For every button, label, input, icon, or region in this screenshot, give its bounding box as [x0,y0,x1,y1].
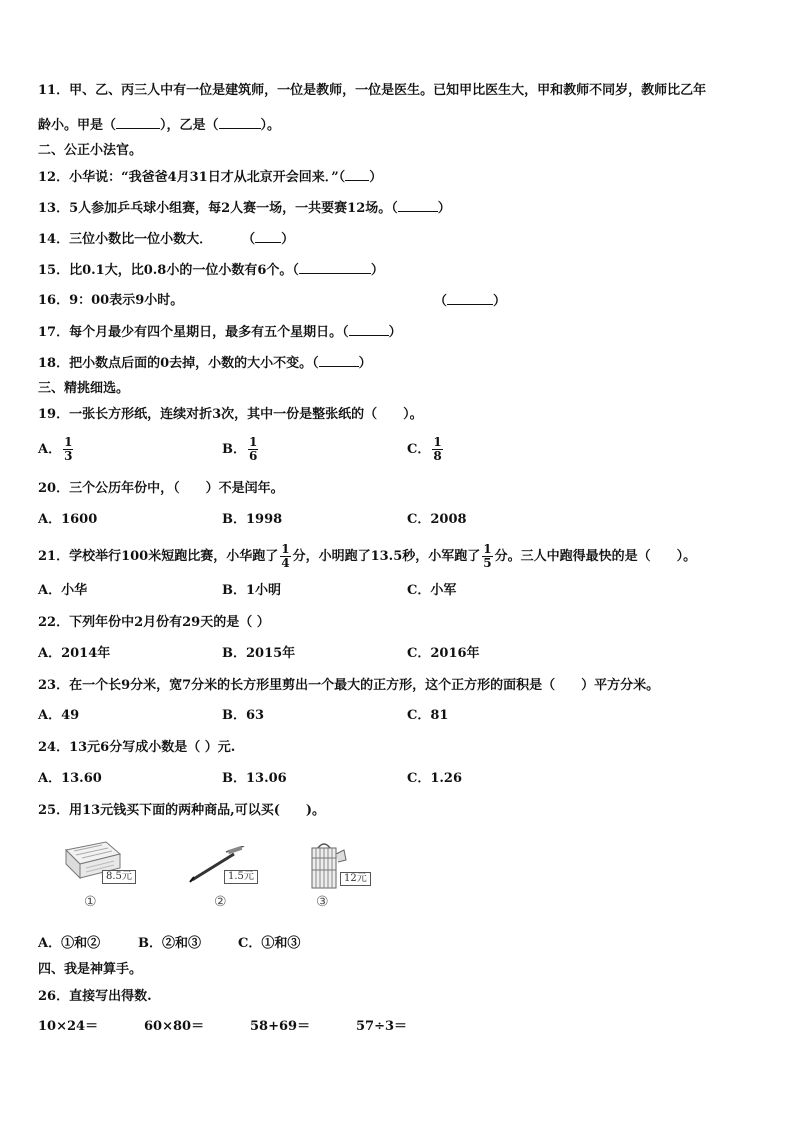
question-text: 21．学校举行100米短跑比赛，小华跑了 [38,549,279,564]
option-b[interactable]: B．13.06 [222,771,287,786]
fraction [63,436,73,463]
option-b[interactable]: B．1小明 [222,583,282,598]
question-13 [38,199,451,218]
section-2-heading [38,142,142,160]
question-15 [38,261,384,280]
goods-number: ③ [316,894,329,910]
calc-item[interactable]: 57÷3＝ [356,1019,408,1034]
fraction [432,436,442,463]
section-4-heading [38,961,142,979]
answer-blank[interactable] [116,116,160,129]
numerator: 1 [64,435,73,449]
answer-blank[interactable] [219,116,261,129]
question-text: 14．三位小数比一位小数大． [38,232,213,247]
question-text: 19．一张长方形纸，连续对折3次，其中一份是整张纸的（ ）。 [38,407,423,422]
question-14 [38,230,294,249]
question-21 [38,543,696,570]
question-text: ），乙是（ [160,118,219,133]
price-tag: 8.5元 [102,870,136,884]
option-label: C． [407,442,431,457]
calc-item[interactable]: 10×24＝ [38,1019,99,1034]
numerator: 1 [433,435,442,449]
question-22 [38,614,270,632]
question-text: 12．小华说：“我爸爸4月31日才从北京开会回来．”（ [38,170,346,185]
question-23 [38,677,659,695]
fraction [248,436,258,463]
question-text: ） [369,170,383,185]
numerator: 1 [249,435,258,449]
question-text: ） [370,263,384,278]
option-a[interactable]: A．①和② [38,936,101,951]
denominator: 6 [249,449,258,463]
calc-item[interactable]: 60×80＝ [144,1019,205,1034]
section-title: 三、精挑细选。 [38,381,130,396]
option-label: B． [222,442,246,457]
question-text: ） [493,294,507,309]
question-text: 分。三人中跑得最快的是（ ）。 [494,549,697,564]
option-c[interactable] [407,436,445,463]
question-text: 17．每个月最少有四个星期日，最多有五个星期日。（ [38,325,349,340]
calc-item[interactable]: 58+69＝ [250,1019,311,1034]
question-18 [38,354,372,373]
option-c[interactable]: C．小军 [407,583,457,598]
numerator: 1 [483,542,492,556]
question-text: ）。 [260,118,281,133]
option-a[interactable]: A．1600 [38,512,98,527]
fraction [280,543,290,570]
option-b[interactable]: B．②和③ [138,936,201,951]
option-b[interactable]: B．2015年 [222,646,296,661]
denominator: 4 [281,556,290,570]
question-text: 24．13元6分写成小数是（ ）元. [38,740,236,755]
fraction [482,543,492,570]
price-tag: 1.5元 [224,870,258,884]
question-11-line-1 [38,82,706,100]
answer-blank[interactable] [299,261,371,274]
option-a[interactable]: A．小华 [38,583,88,598]
question-text: 25．用13元钱买下面的两种商品,可以买( )。 [38,803,326,818]
question-11-line-2 [38,116,280,135]
question-text: （ [434,294,448,309]
question-16 [38,292,183,310]
option-c[interactable]: C．81 [407,708,449,723]
option-a[interactable]: A．2014年 [38,646,111,661]
answer-blank[interactable] [319,354,359,367]
section-title: 二、公正小法官。 [38,143,143,158]
goods-number: ② [214,894,227,910]
option-label: A． [38,442,62,457]
question-text: 11．甲、乙、丙三人中有一位是建筑师，一位是教师，一位是医生。已知甲比医生大，甲和教师不同岁，教师比乙年 [38,83,707,98]
question-text: 23．在一个长9分米，宽7分米的长方形里剪出一个最大的正方形，这个正方形的面积是（ ）平方分米。 [38,678,660,693]
option-c[interactable]: C．2008 [407,512,467,527]
question-text: 13．5人参加乒乓球小组赛，每2人赛一场，一共要赛12场。（ [38,201,398,216]
answer-blank[interactable] [345,168,369,181]
option-b[interactable]: B．1998 [222,512,283,527]
option-c[interactable]: C．2016年 [407,646,480,661]
question-24 [38,739,235,757]
question-19 [38,406,423,424]
question-text: ） [358,356,372,371]
question-26 [38,988,152,1006]
price-tag: 12元 [340,872,371,886]
question-12 [38,168,382,187]
option-b[interactable]: B．63 [222,708,265,723]
question-text: ） [388,325,402,340]
question-text: 18．把小数点后面的0去掉，小数的大小不变。（ [38,356,319,371]
denominator: 8 [433,449,442,463]
numerator: 1 [281,542,290,556]
section-title: 四、我是神算手。 [38,962,143,977]
answer-blank[interactable] [349,323,389,336]
option-a[interactable]: A．49 [38,708,80,723]
question-text: 分，小明跑了13.5秒，小军跑了 [292,549,481,564]
option-a[interactable]: A．13.60 [38,771,102,786]
question-text: 15．比0.1大，比0.8小的一位小数有6个。（ [38,263,299,278]
answer-blank[interactable] [447,292,493,305]
question-text: ） [281,232,295,247]
option-c[interactable]: C．1.26 [407,771,463,786]
question-17 [38,323,402,342]
question-text: 16．9：00表示9小时。 [38,293,184,308]
goods-illustration [60,838,390,916]
goods-number: ① [84,894,97,910]
question-text: 22．下列年份中2月份有29天的是（ ） [38,615,270,630]
question-25 [38,802,325,820]
option-c[interactable]: C．①和③ [238,936,301,951]
question-text: 20．三个公历年份中，（ ）不是闰年。 [38,481,284,496]
question-text: 龄小。甲是（ [38,118,117,133]
answer-blank[interactable] [398,199,438,212]
question-16-answer [434,292,506,311]
question-text: （ [242,232,256,247]
answer-blank[interactable] [255,230,281,243]
option-a[interactable] [38,436,75,463]
option-b[interactable] [222,436,260,463]
question-text: ） [437,201,451,216]
denominator: 5 [483,556,492,570]
question-20 [38,480,284,498]
section-3-heading [38,380,129,398]
question-text: 26．直接写出得数. [38,989,152,1004]
denominator: 3 [64,449,73,463]
